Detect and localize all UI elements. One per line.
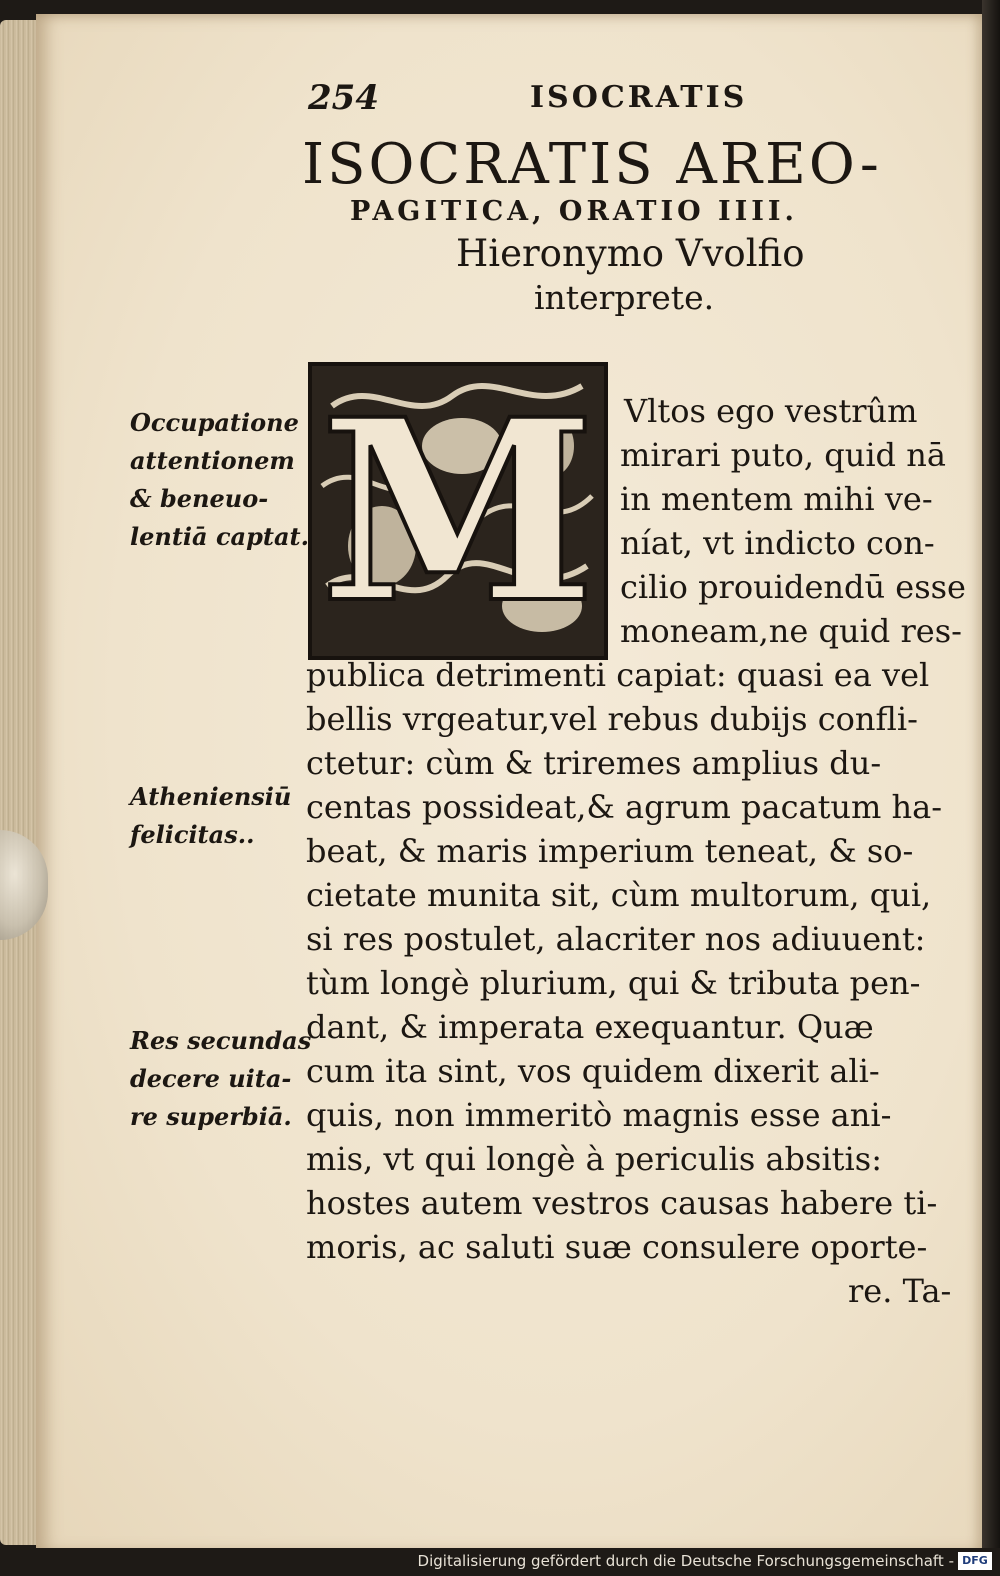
body-line: publica detrimenti capiat: quasi ea vel — [306, 656, 930, 694]
body-line: in mentem mihi ve- — [620, 480, 933, 518]
catchword: re. Ta- — [848, 1272, 952, 1310]
title-line-1: ISOCRATIS AREO- — [302, 132, 882, 197]
body-line: quis, non immeritò magnis esse ani- — [306, 1096, 892, 1134]
body-line: centas possideat,& agrum pacatum ha- — [306, 788, 943, 826]
body-line: mirari puto, quid nā — [620, 436, 946, 474]
page-header — [300, 72, 940, 122]
running-head: ISOCRATIS — [530, 80, 748, 115]
title-line-4: interprete. — [534, 278, 715, 317]
body-line: níat, vt indicto con- — [620, 524, 935, 562]
side-note-line: & beneuo- — [130, 484, 269, 513]
body-line: cilio prouidendū esse — [620, 568, 966, 606]
book-page-edges — [0, 20, 40, 1545]
body-line: dant, & imperata exequantur. Quæ — [306, 1008, 874, 1046]
side-note-1 — [130, 404, 310, 556]
dfg-logo: DFG — [958, 1552, 992, 1570]
gutter-shadow — [982, 0, 1000, 1576]
body-line: beat, & maris imperium teneat, & so- — [306, 832, 914, 870]
side-note-line: Atheniensiū — [130, 782, 292, 811]
body-line: hostes autem vestros causas habere ti- — [306, 1184, 938, 1222]
funding-credit: Digitalisierung gefördert durch die Deutsche Forschungsgemeinschaft - — [417, 1552, 954, 1570]
decorated-initial — [308, 362, 608, 660]
body-line: ctetur: cùm & triremes amplius du- — [306, 744, 882, 782]
scan-footer — [0, 1548, 1000, 1576]
body-line: mis, vt qui longè à periculis absitis: — [306, 1140, 882, 1178]
side-note-3 — [130, 1022, 310, 1136]
body-line: si res postulet, alacriter nos adiuuent: — [306, 920, 926, 958]
side-note-line: Res secundas — [130, 1026, 312, 1055]
side-note-line: attentionem — [130, 446, 295, 475]
body-line: Vltos ego vestrûm — [624, 392, 918, 430]
body-line: cietate munita sit, cùm multorum, qui, — [306, 876, 932, 914]
body-line: moneam,ne quid res- — [620, 612, 962, 650]
side-note-line: re superbiā. — [130, 1102, 292, 1131]
side-note-2 — [130, 778, 310, 854]
side-note-line: decere uita- — [130, 1064, 292, 1093]
body-line: tùm longè plurium, qui & tributa pen- — [306, 964, 921, 1002]
side-note-line: felicitas.. — [130, 820, 255, 849]
side-note-line: Occupatione — [130, 408, 299, 437]
initial-letter: M — [319, 364, 597, 658]
title-line-3: Hieronymo Vvolfio — [456, 232, 805, 275]
body-line: cum ita sint, vos quidem dixerit ali- — [306, 1052, 880, 1090]
title-line-2: PAGITICA, ORATIO IIII. — [350, 196, 798, 227]
page-number: 254 — [308, 78, 379, 118]
body-line: moris, ac saluti suæ consulere oporte- — [306, 1228, 928, 1266]
side-note-line: lentiā captat. — [130, 522, 309, 551]
body-line: bellis vrgeatur,vel rebus dubijs confli- — [306, 700, 918, 738]
